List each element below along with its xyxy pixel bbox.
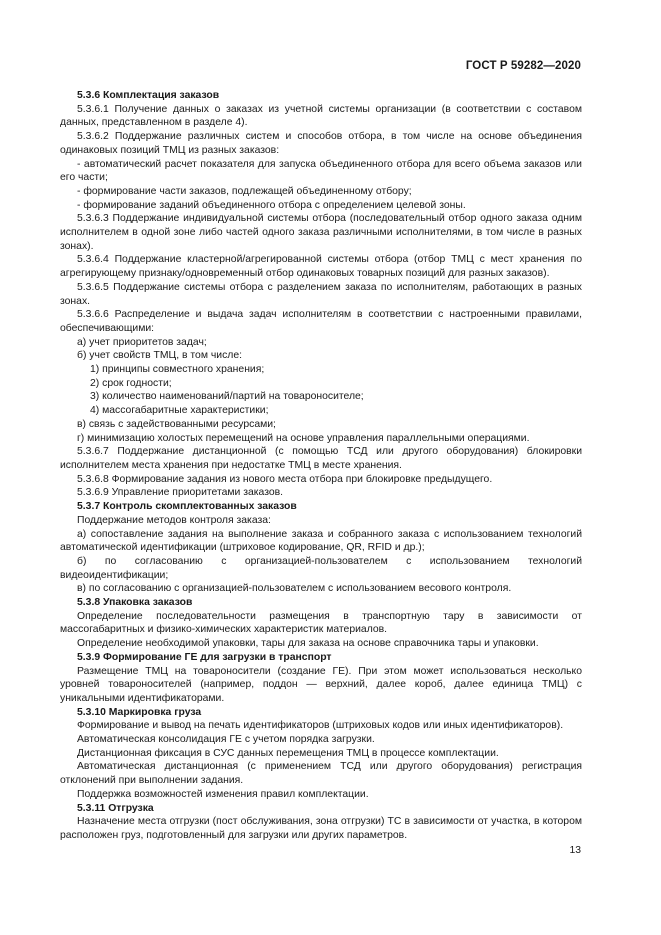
body-paragraph: 5.3.6.7 Поддержание дистанционной (с помощью ТСД или другого оборудования) блокировки исполнителем места хранения при недостатке ТМЦ в месте хранения. bbox=[60, 446, 582, 471]
list-item: в) связь с задействованными ресурсами; bbox=[77, 418, 276, 430]
body-paragraph: в) по согласованию с организацией-пользователем с использованием весового контроля. bbox=[77, 583, 512, 595]
body-paragraph: - автоматический расчет показателя для запуска объединенного отбора для всего объема заказов или его части; bbox=[60, 158, 582, 184]
body-paragraph: а) сопоставление задания на выполнение заказа и собранного заказа с использованием технологий автоматической идентификации (штриховое кодирование, QR, RFID и др.); bbox=[60, 528, 582, 554]
list-item: б) учет свойств ТМЦ, в том числе: bbox=[77, 350, 242, 362]
section-heading: 5.3.10 Маркировка груза bbox=[77, 706, 202, 718]
body-paragraph: Автоматическая дистанционная (с применением ТСД или другого оборудования) регистрация отклонений при выполнении задания. bbox=[60, 761, 582, 787]
document-code-header: ГОСТ Р 59282—2020 bbox=[465, 60, 581, 72]
list-item: г) минимизацию холостых перемещений на основе управления параллельными операциями. bbox=[77, 432, 530, 444]
body-paragraph: б) по согласованию с организацией-пользователем с использованием технологий видеоидентификации; bbox=[60, 555, 582, 581]
list-item: 3) количество наименований/партий на товароносителе; bbox=[90, 391, 364, 403]
body-paragraph: Формирование и вывод на печать идентификаторов (штриховых кодов или иных идентификаторов). bbox=[77, 720, 564, 732]
body-paragraph: - формирование заданий объединенного отбора с определением целевой зоны. bbox=[77, 199, 466, 211]
body-paragraph: Автоматическая консолидация ГЕ с учетом порядка загрузки. bbox=[77, 734, 375, 746]
body-paragraph: 5.3.6.2 Поддержание различных систем и способов отбора, в том числе на основе объединения одинаковых позиций ТМЦ из разных заказов: bbox=[60, 131, 582, 156]
page-number: 13 bbox=[569, 845, 581, 856]
body-paragraph: 5.3.6.4 Поддержание кластерной/агрегированной системы отбора (отбор ТМЦ с мест хранения по агрегирующему признаку/одновременный отбор одинаковых товарных позиций для разных заказов). bbox=[60, 254, 582, 280]
body-paragraph: Определение необходимой упаковки, тары для заказа на основе справочника тары и упаковки. bbox=[77, 638, 539, 650]
body-paragraph: 5.3.6.9 Управление приоритетами заказов. bbox=[77, 487, 284, 499]
body-paragraph: Определение последовательности размещения в транспортную тару в зависимости от массогабаритных и физико-химических характеристик материалов. bbox=[60, 610, 582, 636]
body-paragraph: 5.3.6.6 Распределение и выдача задач исполнителям в соответствии с настроенными правилами, обеспечивающими: bbox=[60, 309, 582, 334]
section-heading: 5.3.8 Упаковка заказов bbox=[77, 597, 193, 609]
list-item: 2) срок годности; bbox=[90, 377, 172, 389]
document-body bbox=[60, 89, 582, 843]
list-item: а) учет приоритетов задач; bbox=[77, 336, 207, 348]
list-item: 4) массогабаритные характеристики; bbox=[90, 405, 269, 417]
body-paragraph: Размещение ТМЦ на товароносители (создание ГЕ). При этом может использоваться несколько уровней товароносителей (например, поддон — верхний, далее короб, далее единица ТМЦ) с уникальными идентификаторами. bbox=[60, 665, 582, 704]
list-item: 1) принципы совместного хранения; bbox=[90, 364, 265, 376]
section-heading: 5.3.7 Контроль скомплектованных заказов bbox=[77, 501, 297, 513]
body-paragraph: 5.3.6.1 Получение данных о заказах из учетной системы организации (в соответствии с составом данных, представленном в разделе 4). bbox=[60, 103, 582, 129]
body-paragraph: 5.3.6.8 Формирование задания из нового места отбора при блокировке предыдущего. bbox=[77, 473, 493, 485]
body-paragraph: 5.3.6.3 Поддержание индивидуальной системы отбора (последовательный отбор одного заказа одним исполнителем в одной зоне либо частей одного заказа различными исполнителями, в том числе в разных зонах). bbox=[60, 213, 582, 252]
body-paragraph: Дистанционная фиксация в СУС данных перемещения ТМЦ в процессе комплектации. bbox=[77, 747, 499, 759]
section-heading: 5.3.9 Формирование ГЕ для загрузки в транспорт bbox=[77, 651, 332, 663]
body-paragraph: 5.3.6.5 Поддержание системы отбора с разделением заказа по исполнителям, работающих в разных зонах. bbox=[60, 281, 582, 307]
body-paragraph: Назначение места отгрузки (пост обслуживания, зона отгрузки) ТС в зависимости от участка, в котором расположен груз, подготовленный для загрузки или других параметров. bbox=[60, 816, 582, 841]
body-paragraph: Поддержание методов контроля заказа: bbox=[77, 514, 271, 526]
body-paragraph: Поддержка возможностей изменения правил комплектации. bbox=[77, 788, 369, 800]
body-paragraph: - формирование части заказов, подлежащей объединенному отбору; bbox=[77, 185, 412, 197]
section-heading: 5.3.6 Комплектация заказов bbox=[77, 90, 220, 101]
section-heading: 5.3.11 Отгрузка bbox=[77, 802, 154, 814]
